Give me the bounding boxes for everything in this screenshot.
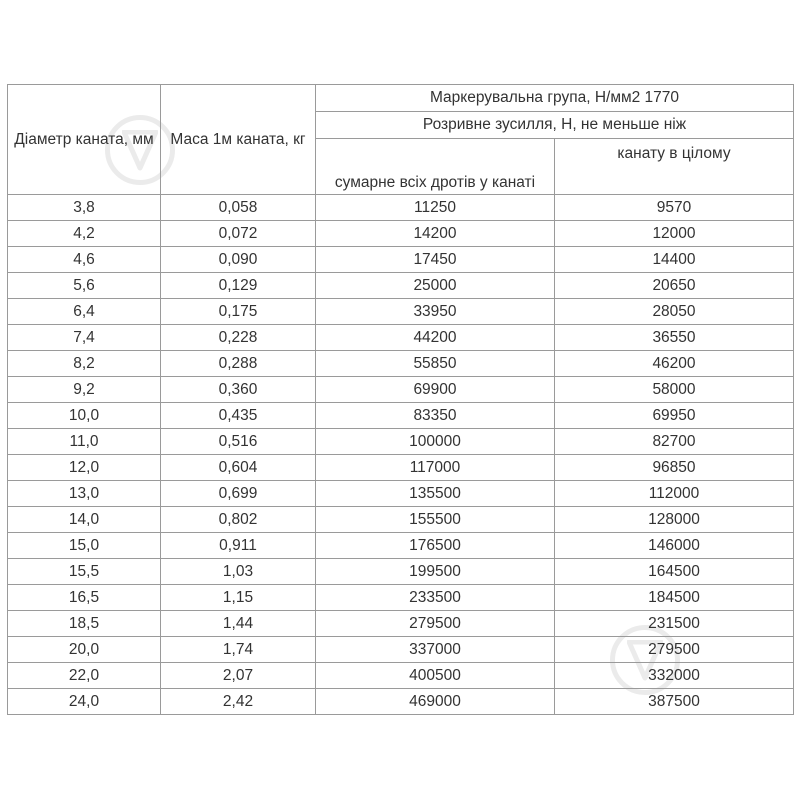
cell-mass: 0,175 bbox=[161, 299, 316, 325]
cell-rope-whole: 20650 bbox=[555, 273, 794, 299]
cell-diameter: 13,0 bbox=[8, 481, 161, 507]
cell-rope-whole: 12000 bbox=[555, 221, 794, 247]
table-row bbox=[8, 325, 794, 351]
cell-rope-whole: 58000 bbox=[555, 377, 794, 403]
header-breaking-force: Розривне зусилля, Н, не меньше ніж bbox=[316, 112, 794, 139]
table-row bbox=[8, 559, 794, 585]
table-row bbox=[8, 273, 794, 299]
cell-mass: 0,911 bbox=[161, 533, 316, 559]
cell-diameter: 15,5 bbox=[8, 559, 161, 585]
header-mass: Маса 1м каната, кг bbox=[161, 85, 316, 195]
table-row bbox=[8, 481, 794, 507]
cell-mass: 0,090 bbox=[161, 247, 316, 273]
cell-mass: 0,058 bbox=[161, 195, 316, 221]
cell-diameter: 10,0 bbox=[8, 403, 161, 429]
table-row bbox=[8, 455, 794, 481]
cell-rope-whole: 82700 bbox=[555, 429, 794, 455]
cell-rope-whole: 146000 bbox=[555, 533, 794, 559]
cell-rope-whole: 128000 bbox=[555, 507, 794, 533]
header-diameter: Діаметр каната, мм bbox=[8, 85, 161, 195]
rope-specs-table bbox=[7, 84, 794, 715]
cell-mass: 0,699 bbox=[161, 481, 316, 507]
cell-rope-whole: 36550 bbox=[555, 325, 794, 351]
cell-rope-whole: 69950 bbox=[555, 403, 794, 429]
cell-mass: 1,74 bbox=[161, 637, 316, 663]
cell-sum-wires: 135500 bbox=[316, 481, 555, 507]
cell-diameter: 11,0 bbox=[8, 429, 161, 455]
cell-sum-wires: 469000 bbox=[316, 689, 555, 715]
table-row bbox=[8, 663, 794, 689]
cell-mass: 1,03 bbox=[161, 559, 316, 585]
cell-rope-whole: 28050 bbox=[555, 299, 794, 325]
cell-sum-wires: 117000 bbox=[316, 455, 555, 481]
table-row bbox=[8, 429, 794, 455]
cell-sum-wires: 25000 bbox=[316, 273, 555, 299]
table-header bbox=[8, 85, 794, 195]
table-row bbox=[8, 403, 794, 429]
cell-sum-wires: 83350 bbox=[316, 403, 555, 429]
cell-sum-wires: 44200 bbox=[316, 325, 555, 351]
table-row bbox=[8, 689, 794, 715]
cell-rope-whole: 279500 bbox=[555, 637, 794, 663]
cell-diameter: 15,0 bbox=[8, 533, 161, 559]
table-row bbox=[8, 195, 794, 221]
table-row bbox=[8, 637, 794, 663]
cell-mass: 0,516 bbox=[161, 429, 316, 455]
cell-diameter: 12,0 bbox=[8, 455, 161, 481]
cell-mass: 0,288 bbox=[161, 351, 316, 377]
cell-sum-wires: 100000 bbox=[316, 429, 555, 455]
cell-mass: 0,604 bbox=[161, 455, 316, 481]
table-row bbox=[8, 221, 794, 247]
cell-rope-whole: 14400 bbox=[555, 247, 794, 273]
cell-sum-wires: 400500 bbox=[316, 663, 555, 689]
cell-sum-wires: 69900 bbox=[316, 377, 555, 403]
cell-diameter: 16,5 bbox=[8, 585, 161, 611]
cell-sum-wires: 55850 bbox=[316, 351, 555, 377]
cell-mass: 0,802 bbox=[161, 507, 316, 533]
cell-sum-wires: 176500 bbox=[316, 533, 555, 559]
cell-rope-whole: 96850 bbox=[555, 455, 794, 481]
cell-mass: 2,42 bbox=[161, 689, 316, 715]
table-row bbox=[8, 611, 794, 637]
cell-diameter: 24,0 bbox=[8, 689, 161, 715]
cell-rope-whole: 112000 bbox=[555, 481, 794, 507]
cell-diameter: 14,0 bbox=[8, 507, 161, 533]
cell-mass: 0,435 bbox=[161, 403, 316, 429]
header-sum-wires: сумарне всіх дротів у канаті bbox=[316, 139, 555, 195]
cell-mass: 2,07 bbox=[161, 663, 316, 689]
cell-rope-whole: 46200 bbox=[555, 351, 794, 377]
cell-rope-whole: 231500 bbox=[555, 611, 794, 637]
cell-rope-whole: 332000 bbox=[555, 663, 794, 689]
table-row bbox=[8, 299, 794, 325]
cell-sum-wires: 233500 bbox=[316, 585, 555, 611]
cell-sum-wires: 199500 bbox=[316, 559, 555, 585]
cell-diameter: 4,2 bbox=[8, 221, 161, 247]
cell-mass: 1,44 bbox=[161, 611, 316, 637]
cell-diameter: 6,4 bbox=[8, 299, 161, 325]
cell-rope-whole: 9570 bbox=[555, 195, 794, 221]
cell-mass: 1,15 bbox=[161, 585, 316, 611]
table-body bbox=[8, 195, 794, 715]
cell-mass: 0,360 bbox=[161, 377, 316, 403]
cell-sum-wires: 337000 bbox=[316, 637, 555, 663]
cell-diameter: 8,2 bbox=[8, 351, 161, 377]
table-row bbox=[8, 585, 794, 611]
table-row bbox=[8, 533, 794, 559]
header-rope-whole: канату в цілому bbox=[555, 139, 794, 195]
cell-diameter: 9,2 bbox=[8, 377, 161, 403]
cell-diameter: 4,6 bbox=[8, 247, 161, 273]
cell-diameter: 20,0 bbox=[8, 637, 161, 663]
cell-diameter: 3,8 bbox=[8, 195, 161, 221]
cell-mass: 0,072 bbox=[161, 221, 316, 247]
cell-mass: 0,228 bbox=[161, 325, 316, 351]
cell-diameter: 22,0 bbox=[8, 663, 161, 689]
cell-diameter: 18,5 bbox=[8, 611, 161, 637]
cell-sum-wires: 17450 bbox=[316, 247, 555, 273]
table-row bbox=[8, 507, 794, 533]
cell-rope-whole: 184500 bbox=[555, 585, 794, 611]
cell-sum-wires: 33950 bbox=[316, 299, 555, 325]
table-row bbox=[8, 247, 794, 273]
cell-sum-wires: 279500 bbox=[316, 611, 555, 637]
cell-diameter: 7,4 bbox=[8, 325, 161, 351]
cell-rope-whole: 387500 bbox=[555, 689, 794, 715]
cell-rope-whole: 164500 bbox=[555, 559, 794, 585]
table-row bbox=[8, 351, 794, 377]
cell-sum-wires: 14200 bbox=[316, 221, 555, 247]
cell-diameter: 5,6 bbox=[8, 273, 161, 299]
cell-mass: 0,129 bbox=[161, 273, 316, 299]
cell-sum-wires: 11250 bbox=[316, 195, 555, 221]
cell-sum-wires: 155500 bbox=[316, 507, 555, 533]
table-row bbox=[8, 377, 794, 403]
header-group: Маркерувальна група, Н/мм2 1770 bbox=[316, 85, 794, 112]
